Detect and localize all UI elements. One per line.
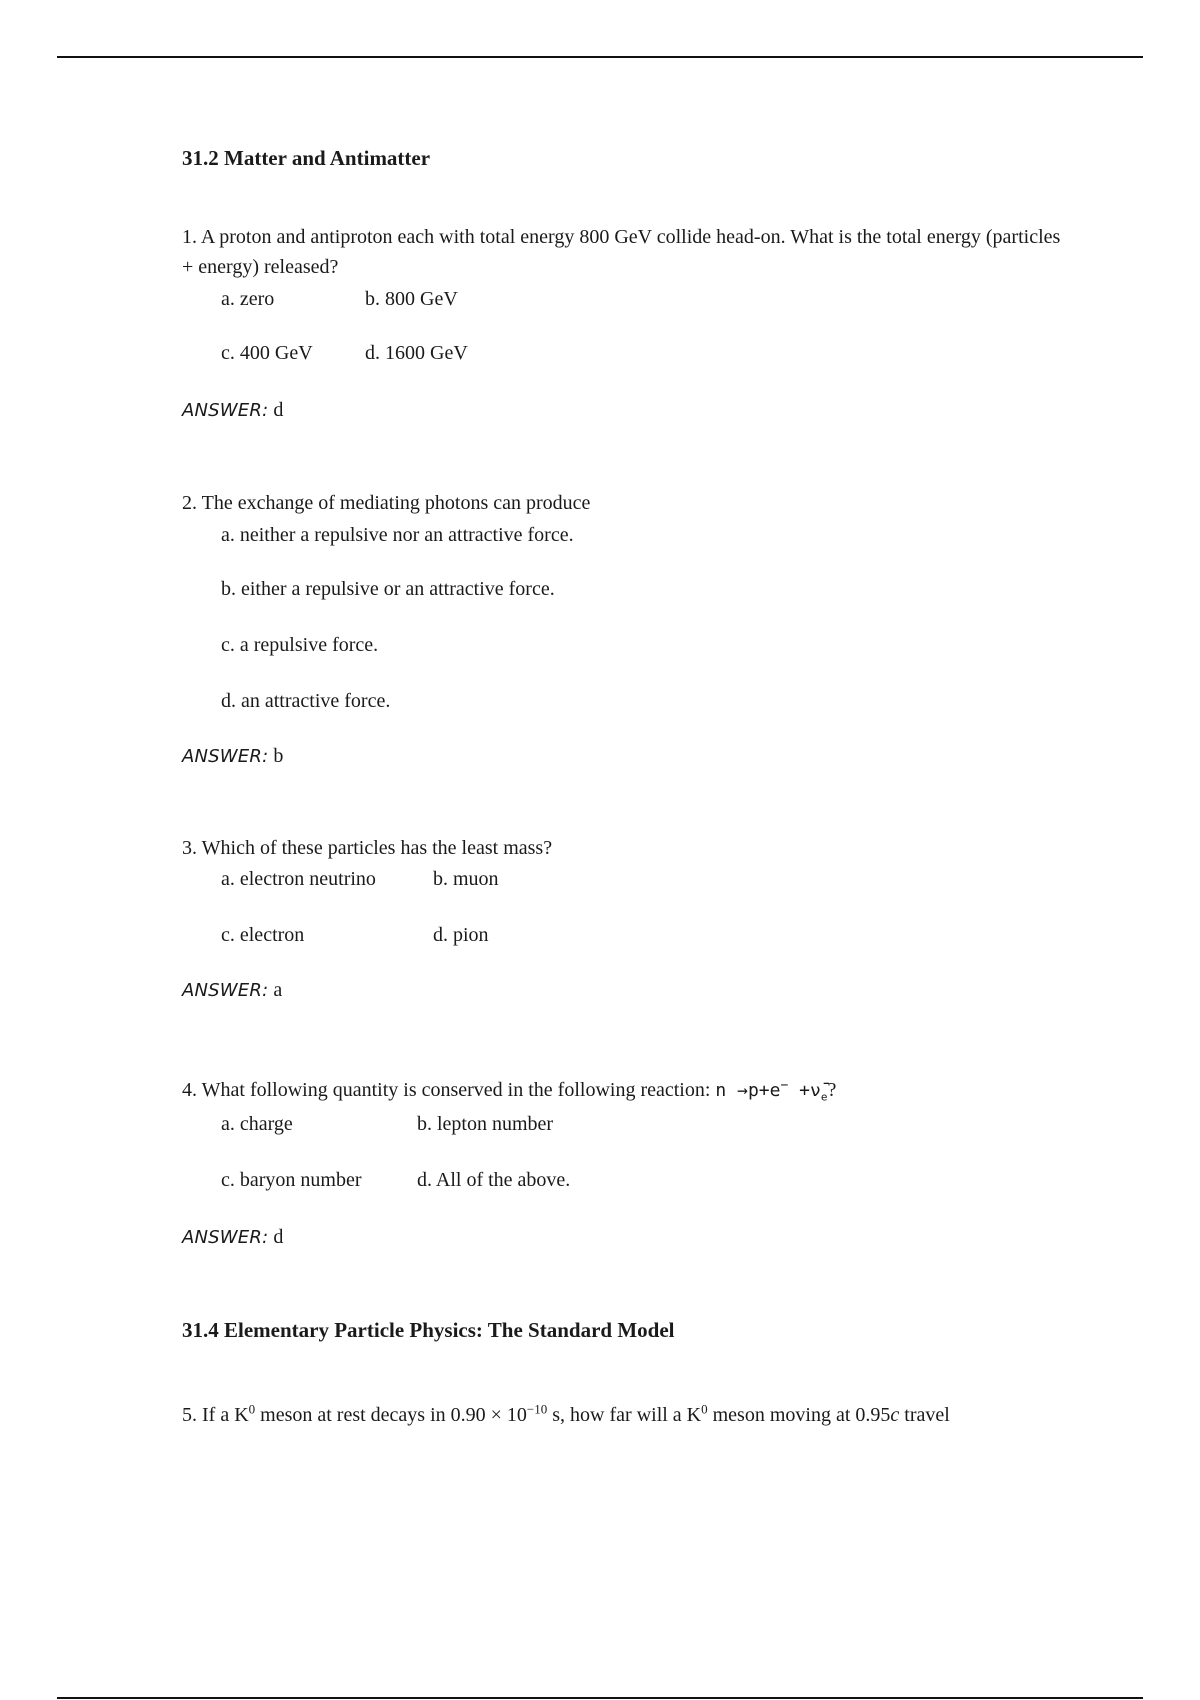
antineutrino-symbol: ν̄: [810, 1080, 821, 1101]
neutron-symbol: n: [715, 1080, 727, 1101]
question-mark: ?: [827, 1079, 837, 1101]
question-2-option-d: d. an attractive force.: [221, 690, 391, 712]
question-2-answer: [182, 745, 283, 768]
electron-symbol: e: [769, 1080, 781, 1101]
answer-label: ANSWER:: [182, 1227, 269, 1248]
question-1-option-d: d. 1600 GeV: [365, 342, 468, 364]
question-4-option-c: c. baryon number: [221, 1169, 362, 1191]
question-3-text: 3. Which of these particles has the least mass?: [182, 837, 553, 859]
question-3-option-c: c. electron: [221, 924, 305, 946]
reaction-arrow: →: [737, 1080, 748, 1101]
bottom-rule: [57, 1697, 1143, 1699]
question-2-text: 2. The exchange of mediating photons can produce: [182, 492, 591, 514]
plus-sign: +: [799, 1080, 810, 1101]
question-4-text: [182, 1079, 836, 1102]
section-heading: 31.4 Elementary Particle Physics: The Standard Model: [182, 1318, 675, 1342]
question-3-option-d: d. pion: [433, 924, 489, 946]
speed-of-light-symbol: c: [890, 1404, 900, 1426]
answer-label: ANSWER:: [182, 980, 269, 1001]
question-3-option-a: a. electron neutrino: [221, 868, 376, 890]
question-1-answer: [182, 399, 283, 422]
question-1-option-b: b. 800 GeV: [365, 288, 458, 310]
q5-part: s, how far will a K: [547, 1404, 702, 1426]
question-2-option-a: a. neither a repulsive nor an attractive force.: [221, 524, 574, 546]
question-4-option-a: a. charge: [221, 1113, 293, 1135]
top-rule: [57, 56, 1143, 58]
question-1-text: 1. A proton and antiproton each with total energy 800 GeV collide head-on. What is the total energy (particles + energy) released?: [182, 226, 1061, 278]
question-1-option-c: c. 400 GeV: [221, 342, 313, 364]
question-4-prompt: 4. What following quantity is conserved in the following reaction:: [182, 1079, 711, 1101]
answer-value: d: [273, 399, 284, 421]
q5-part: meson moving at 0.95: [707, 1404, 891, 1426]
antineutrino-subscript: e: [820, 1090, 828, 1104]
question-5-text: [182, 1401, 950, 1427]
reaction-equation: [715, 1078, 828, 1104]
question-4-answer: [182, 1226, 283, 1249]
q5-part: 5. If a K: [182, 1404, 249, 1426]
answer-label: ANSWER:: [182, 400, 269, 421]
question-2-option-b: b. either a repulsive or an attractive force.: [221, 578, 555, 600]
answer-value: d: [273, 1226, 284, 1248]
electron-charge: −: [780, 1078, 789, 1093]
answer-value: a: [273, 979, 283, 1001]
section-heading: 31.2 Matter and Antimatter: [182, 146, 431, 170]
superscript: 0: [248, 1401, 256, 1417]
plus-sign: +: [758, 1080, 770, 1101]
question-3-answer: [182, 979, 282, 1002]
question-3-option-b: b. muon: [433, 868, 499, 890]
question-1-option-a: a. zero: [221, 288, 275, 310]
question-4-option-b: b. lepton number: [417, 1113, 554, 1135]
answer-label: ANSWER:: [182, 746, 269, 767]
q5-part: meson at rest decays in 0.90 × 10: [255, 1404, 527, 1426]
superscript: −10: [526, 1401, 548, 1417]
answer-value: b: [273, 745, 284, 767]
proton-symbol: p: [747, 1080, 759, 1101]
superscript: 0: [701, 1401, 708, 1417]
q5-part: travel: [899, 1404, 950, 1426]
question-4-option-d: d. All of the above.: [417, 1169, 571, 1191]
question-2-option-c: c. a repulsive force.: [221, 634, 379, 656]
